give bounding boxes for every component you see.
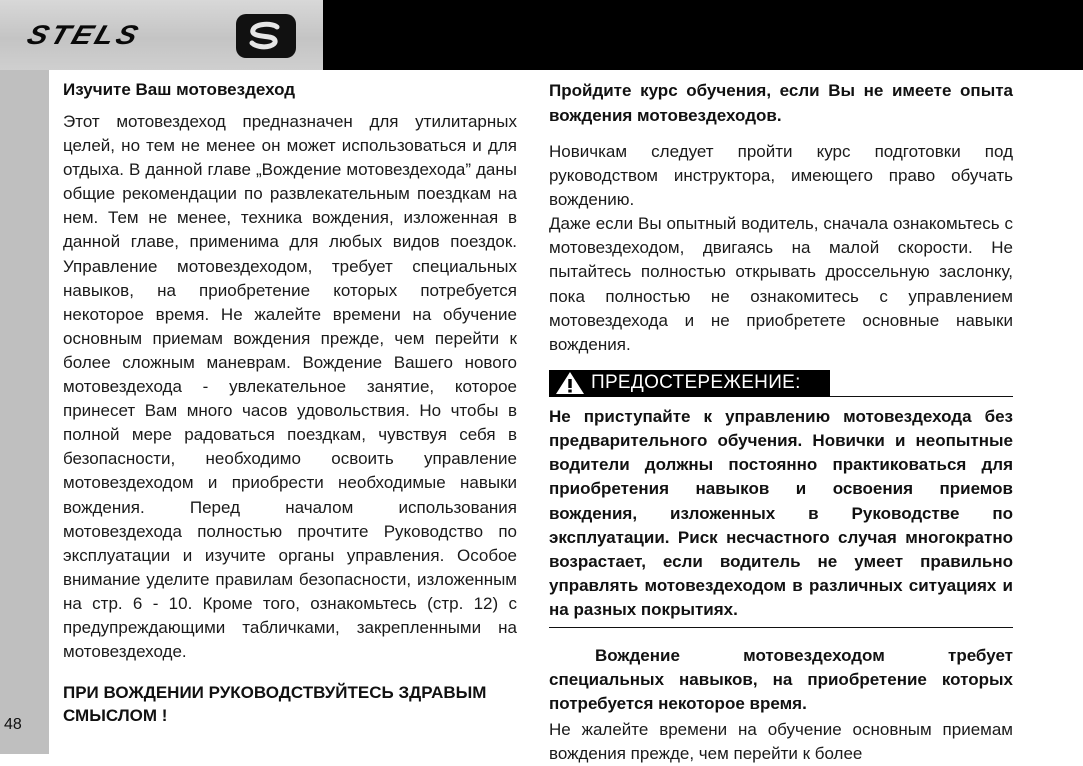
body-paragraph: Не жалейте времени на обучение основным приемам вождения прежде, чем перейти к более [549, 720, 1013, 764]
stels-logo-text: STELS [23, 20, 145, 51]
driving-note: Вождение мотовездеходом требует специальных навыков, на приобретение которых потребуется некоторое время. [549, 645, 1013, 714]
warning-triangle-icon [555, 371, 585, 395]
stels-s-logo-icon [236, 14, 296, 58]
warning-header [549, 361, 1013, 405]
body-paragraph: Даже если Вы опытный водитель, сначала ознакомьтесь с мотовездеходом, двигаясь на малой скорости. Не пытайтесь полностью открывать дроссельную заслонку, пока полностью не ознакомитесь с управлением мотовездехода и не приобретете основные навыки вождения. [549, 214, 1013, 354]
section-heading: Изучите Ваш мотовездеход [63, 80, 296, 99]
warning-text: Не приступайте к управлению мотовездехода без предварительного обучения. Новички и неопытные водители должны постоянно практиковаться для приобретения навыков и освоения приемов вождения, изложенных в Руководстве по эксплуатации. Риск несчастного случая многократно возрастает, если водитель не умеет правильно управлять мотовездеходом в различных ситуациях и на разных покрытиях. [549, 406, 1013, 620]
header-logo-area [0, 0, 323, 70]
body-paragraph: Новичкам следует пройти курс подготовки под руководством инструктора, имеющего право обучать вождению. [549, 142, 1013, 210]
page-number: 48 [4, 716, 22, 733]
body-paragraph: Этот мотовездеход предназначен для утилитарных целей, но тем не менее он может использоваться и для отдыха. В данной главе „Вождение мотовездехода” даны общие рекомендации по развлекательным поездкам на нем. Тем не менее, техника вождения, изложенная в данной главе, применима для любых видов поездок. Управление мотовездеходом, требует специальных навыков, на приобретение которых потребуется некоторое время. Не жалейте времени на обучение основным приемам вождения прежде, чем перейти к более сложным маневрам. Вождение Вашего нового мотовездехода - увлекательное занятие, которое принесет Вам много часов удовольствия. Но чтобы в полной мере радоваться поездкам, чувствуя себя в безопасности, необходимо освоить управление мотовездеходом и приобрести необходимые навыки вождения. Перед началом использования мотовездехода полностью прочтите Руководство по эксплуатации и изучите органы управления. Особое внимание уделите правилам безопасности, изложенным на стр. 6 - 10. Кроме того, ознакомьтесь (стр. 12) с предупреждающими табличками, закрепленными на мотовездеходе. [63, 112, 517, 662]
warning-rule [830, 396, 1013, 397]
right-column [549, 78, 1013, 766]
left-column [63, 78, 517, 727]
caps-heading: ПРИ ВОЖДЕНИИ РУКОВОДСТВУЙТЕСЬ ЗДРАВЫМ СМЫСЛОМ ! [63, 683, 487, 726]
warning-end-rule [549, 627, 1013, 628]
page-side-strip [0, 70, 49, 754]
header-black-bar [323, 0, 1083, 70]
warning-label: ПРЕДОСТЕРЕЖЕНИЕ: [591, 372, 801, 394]
section-heading: Пройдите курс обучения, если Вы не имеете опыта вождения мотовездеходов. [549, 81, 1013, 125]
warning-label-box [549, 370, 830, 397]
